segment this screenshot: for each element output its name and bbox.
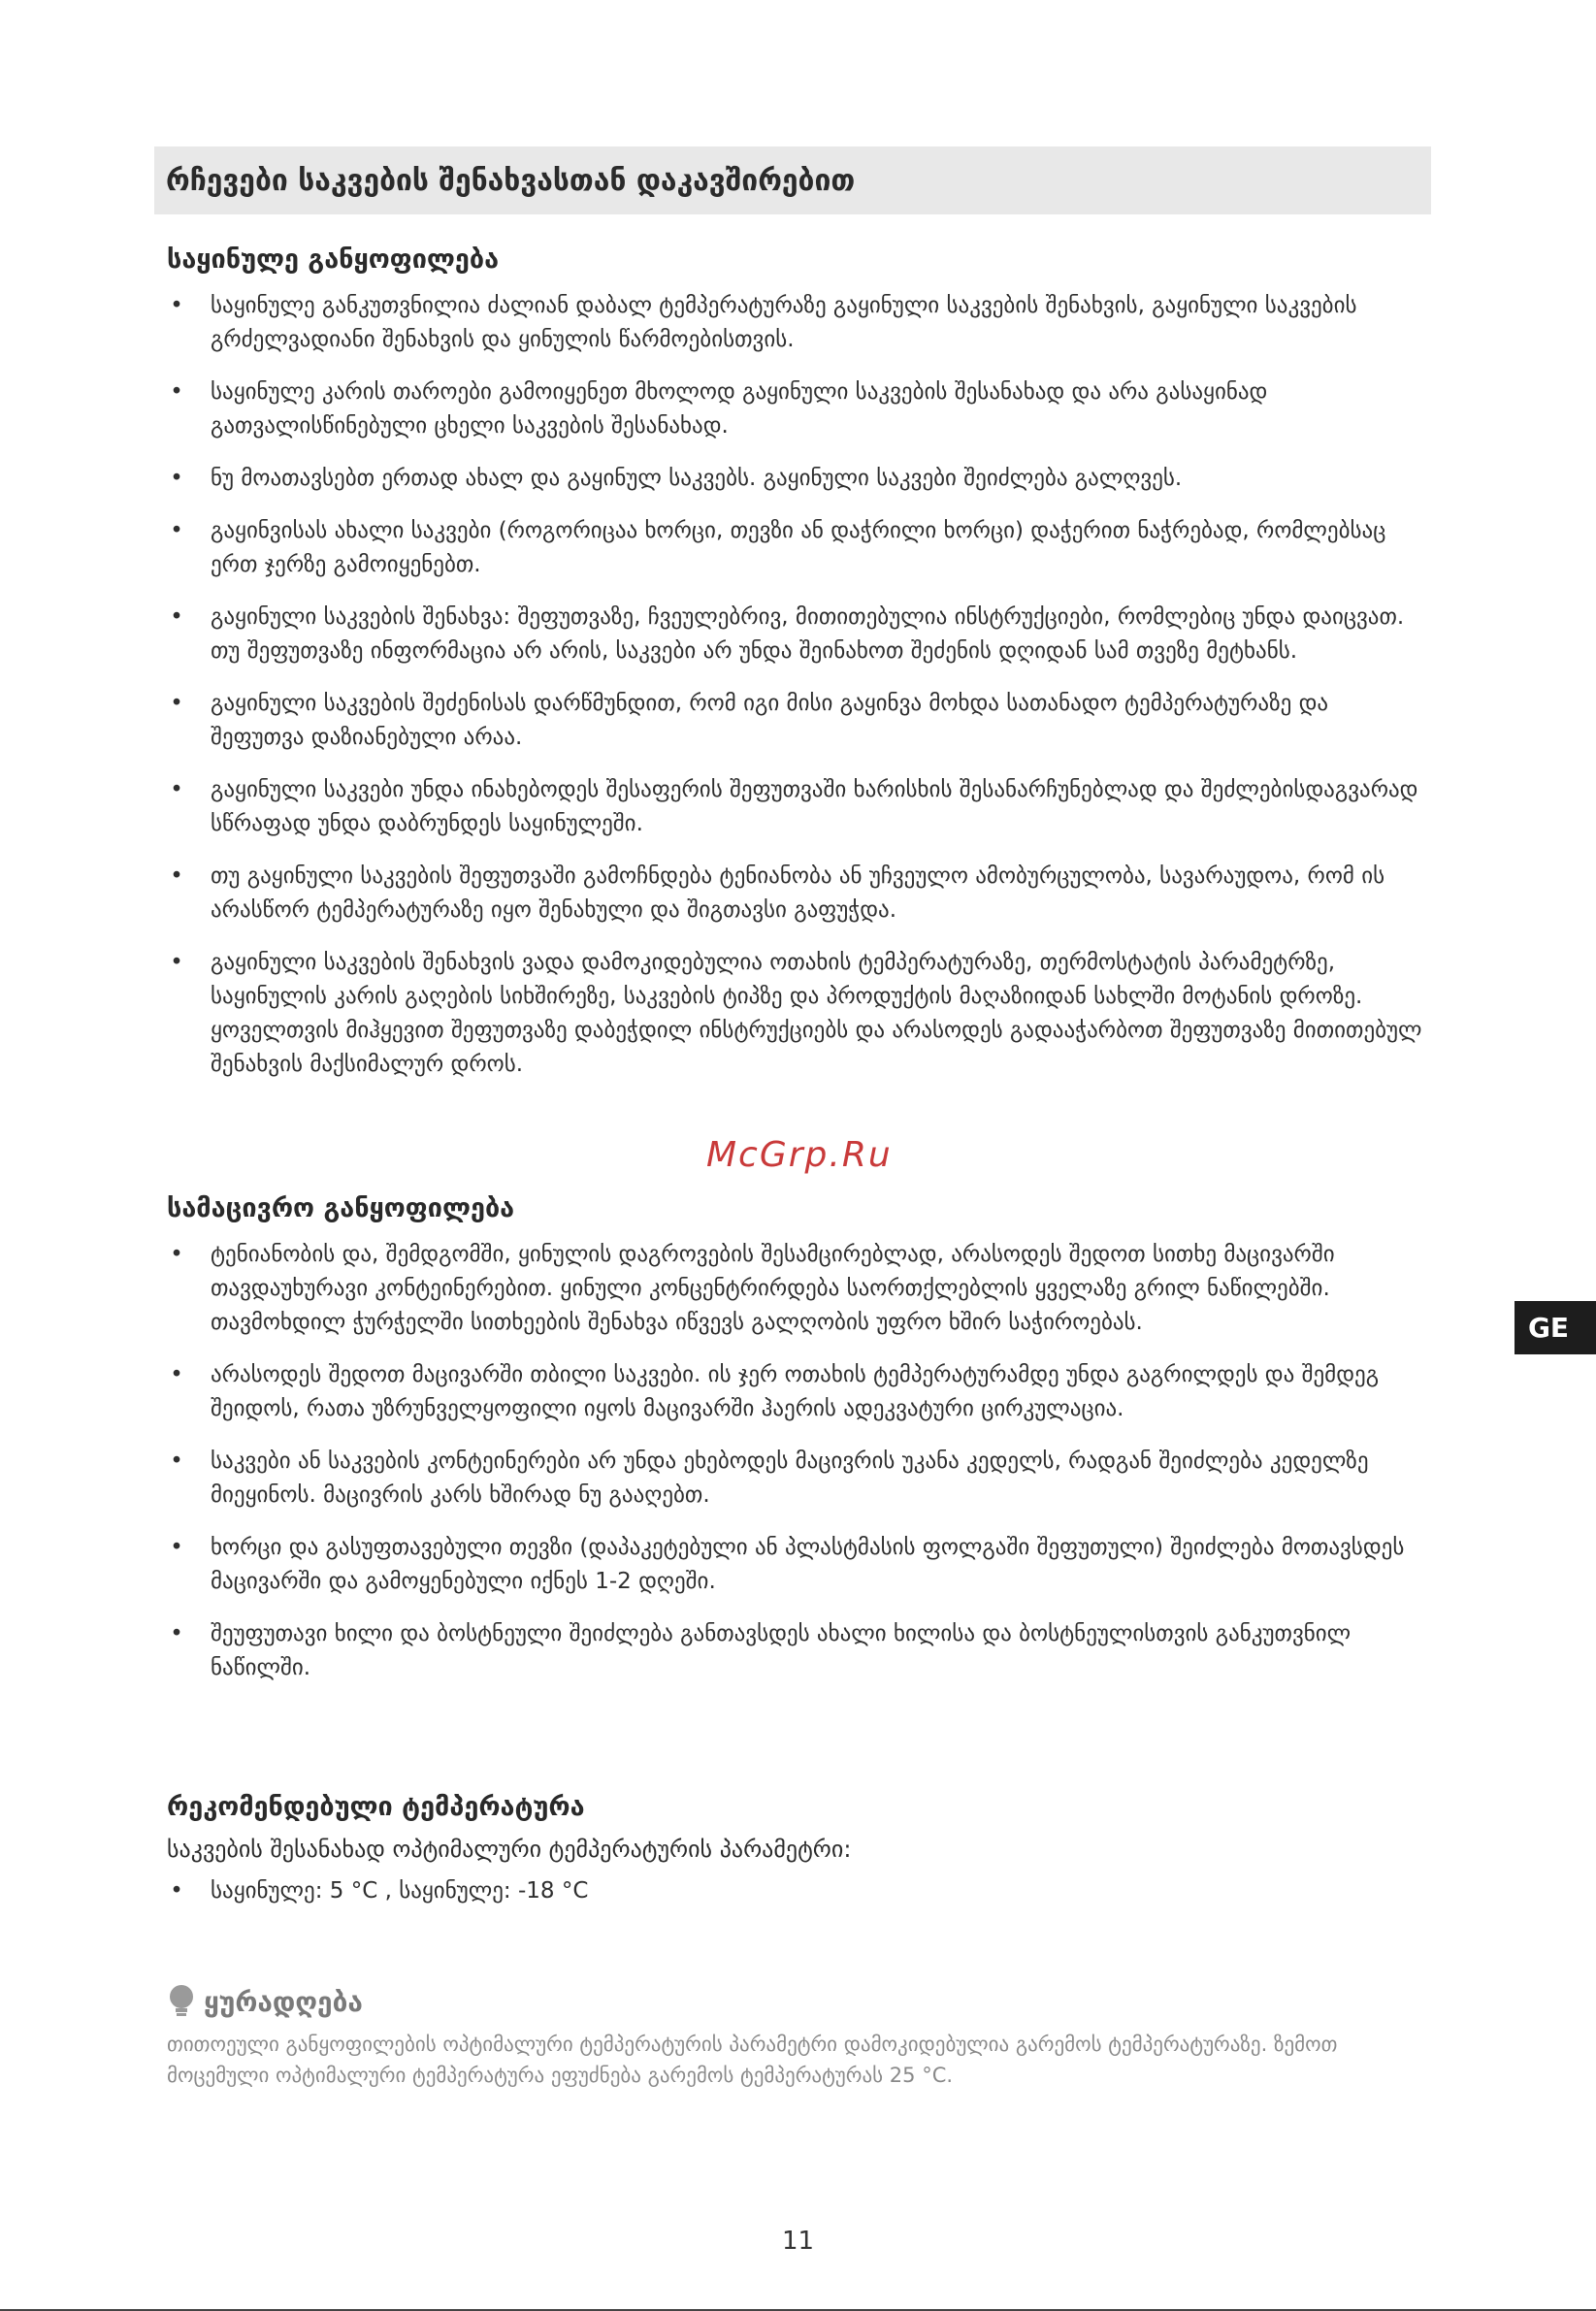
list-item: • არასოდეს შედოთ მაცივარში თბილი საკვები. ის ჯერ ოთახის ტემპერატურამდე უნდა გაგრილდეს და შემდეგ შეიდოს, რათა უზრუნველყოფილი იყოს მაცივარში ჰაერის ადეკვატური ცირკულაცია. — [170, 1362, 1380, 1421]
list-item: • საყინულე: 5 °C , საყინულე: -18 °C — [170, 1878, 589, 1904]
list-item: • თუ გაყინული საკვების შეფუთვაში გამოჩნდება ტენიანობა ან უჩვეულო ამობურცულობა, სავარაუდოა, რომ ის არასწორ ტემპერატურაზე იყო შენახული და შიგთავსი გაფუჭდა. — [170, 863, 1385, 923]
section-heading: სამაცივრო განყოფილება — [167, 1193, 515, 1223]
page-number: 11 — [781, 2227, 815, 2256]
list-item: • გაყინული საკვები უნდა ინახებოდეს შესაფერის შეფუთვაში ხარისხის შესანარჩუნებლად და შეძლებისდაგვარად სწრაფად უნდა დაბრუნდეს საყინულეში. — [170, 777, 1418, 836]
list-item: • გაყინული საკვების შენახვის ვადა დამოკიდებულია ოთახის ტემპერატურაზე, თერმოსტატის პარამეტრზე, საყინულის კარის გაღების სიხშირეზე, საკვების ტიპზე და პროდუქტის მაღაზიიდან სახლში მოტანის დროზე. ყოველთვის მიჰყევით შეფუთვაზე დაბეჭდილ ინსტრუქციებს და არასოდეს გადააჭარბოთ შეფუთვაზე მითითებულ შენახვის მაქსიმალურ დროს. — [170, 950, 1422, 1077]
list-item: • საყინულე კარის თაროები გამოიყენეთ მხოლოდ გაყინული საკვების შესანახად და არა გასაყინად გათვალისწინებული ცხელი საკვების შესანახად. — [170, 379, 1268, 439]
page-title-bar — [154, 146, 1431, 214]
list-item: • ნუ მოათავსებთ ერთად ახალ და გაყინულ საკვებს. გაყინული საკვები შეიძლება გალღვეს. — [170, 466, 1183, 491]
list-item: • შეუფუთავი ხილი და ბოსტნეული შეიძლება განთავსდეს ახალი ხილისა და ბოსტნეულისთვის განკუთვნილ ნაწილში. — [170, 1621, 1352, 1680]
section-temperature — [167, 1790, 1428, 1927]
section-heading: საყინულე განყოფილება — [167, 244, 500, 275]
section-freezer — [167, 243, 1428, 1100]
section-fridge — [167, 1191, 1428, 1704]
list-item: • ხორცი და გასუფთავებული თევზი (დაპაკეტებული ან პლასტმასის ფოლგაში შეფუთული) შეიძლება მოთავსდეს მაცივარში და გამოყენებული იქნეს 1-2 დღეში. — [170, 1535, 1405, 1594]
list-item: • საკვები ან საკვების კონტეინერები არ უნდა ეხებოდეს მაცივრის უკანა კედელს, რადგან შეიძლება კედელზე მიეყინოს. მაცივრის კარს ხშირად ნუ გააღებთ. — [170, 1448, 1369, 1508]
temperature-list — [167, 1874, 1428, 1908]
list-item: • ტენიანობის და, შემდგომში, ყინულის დაგროვების შესამცირებლად, არასოდეს შედოთ სითხე მაცივარში თავდაუხურავი კონტეინერებით. ყინული კონცენტრირდება საორთქლებლის ყველაზე გრილ ნაწილებში. თავმოხდილ ჭურჭელში სითხეების შენახვა იწვევს გალღობის უფრო ხშირ საჭიროებას. — [170, 1242, 1335, 1335]
freezer-list — [167, 289, 1428, 1082]
page-title: რჩევები საკვების შენახვასთან დაკავშირებით — [166, 163, 856, 198]
list-item: • გაყინული საკვების შეძენისას დარწმუნდით, რომ იგი მისი გაყინვა მოხდა სათანადო ტემპერატურაზე და შეფუთვა დაზიანებული არაა. — [170, 691, 1329, 750]
watermark: McGrp.Ru — [706, 1135, 893, 1175]
note-heading: ყურადღება — [167, 1984, 1428, 2019]
attention-note — [167, 1984, 1428, 2091]
section-intro: საკვების შესანახად ოპტიმალური ტემპერატურის პარამეტრი: — [167, 1836, 852, 1863]
fridge-list — [167, 1238, 1428, 1685]
list-item: • საყინულე განკუთვნილია ძალიან დაბალ ტემპერატურაზე გაყინული საკვების შენახვის, გაყინული საკვების გრძელვადიანი შენახვის და ყინულის წარმოებისთვის. — [170, 293, 1357, 352]
section-heading: რეკომენდებული ტემპერატურა — [167, 1792, 585, 1822]
note-text: თითოეული განყოფილების ოპტიმალური ტემპერატურის პარამეტრი დამოკიდებულია გარემოს ტემპერატურაზე. ზემოთ მოცემული ოპტიმალური ტემპერატურა ეფუძნება გარემოს ტემპერატურას 25 °C. — [167, 2033, 1338, 2087]
lightbulb-icon — [167, 1984, 196, 2019]
list-item: • გაყინვისას ახალი საკვები (როგორიცაა ხორცი, თევზი ან დაჭრილი ხორცი) დაჭერით ნაჭრებად, რომლებსაც ერთ ჯერზე გამოიყენებთ. — [170, 518, 1386, 577]
language-tab: GE — [1515, 1301, 1596, 1354]
list-item: • გაყინული საკვების შენახვა: შეფუთვაზე, ჩვეულებრივ, მითითებულია ინსტრუქციები, რომლებიც უნდა დაიცვათ. თუ შეფუთვაზე ინფორმაცია არ არის, საკვები არ უნდა შეინახოთ შეძენის დღიდან სამ თვეზე მეტხანს. — [170, 604, 1405, 664]
